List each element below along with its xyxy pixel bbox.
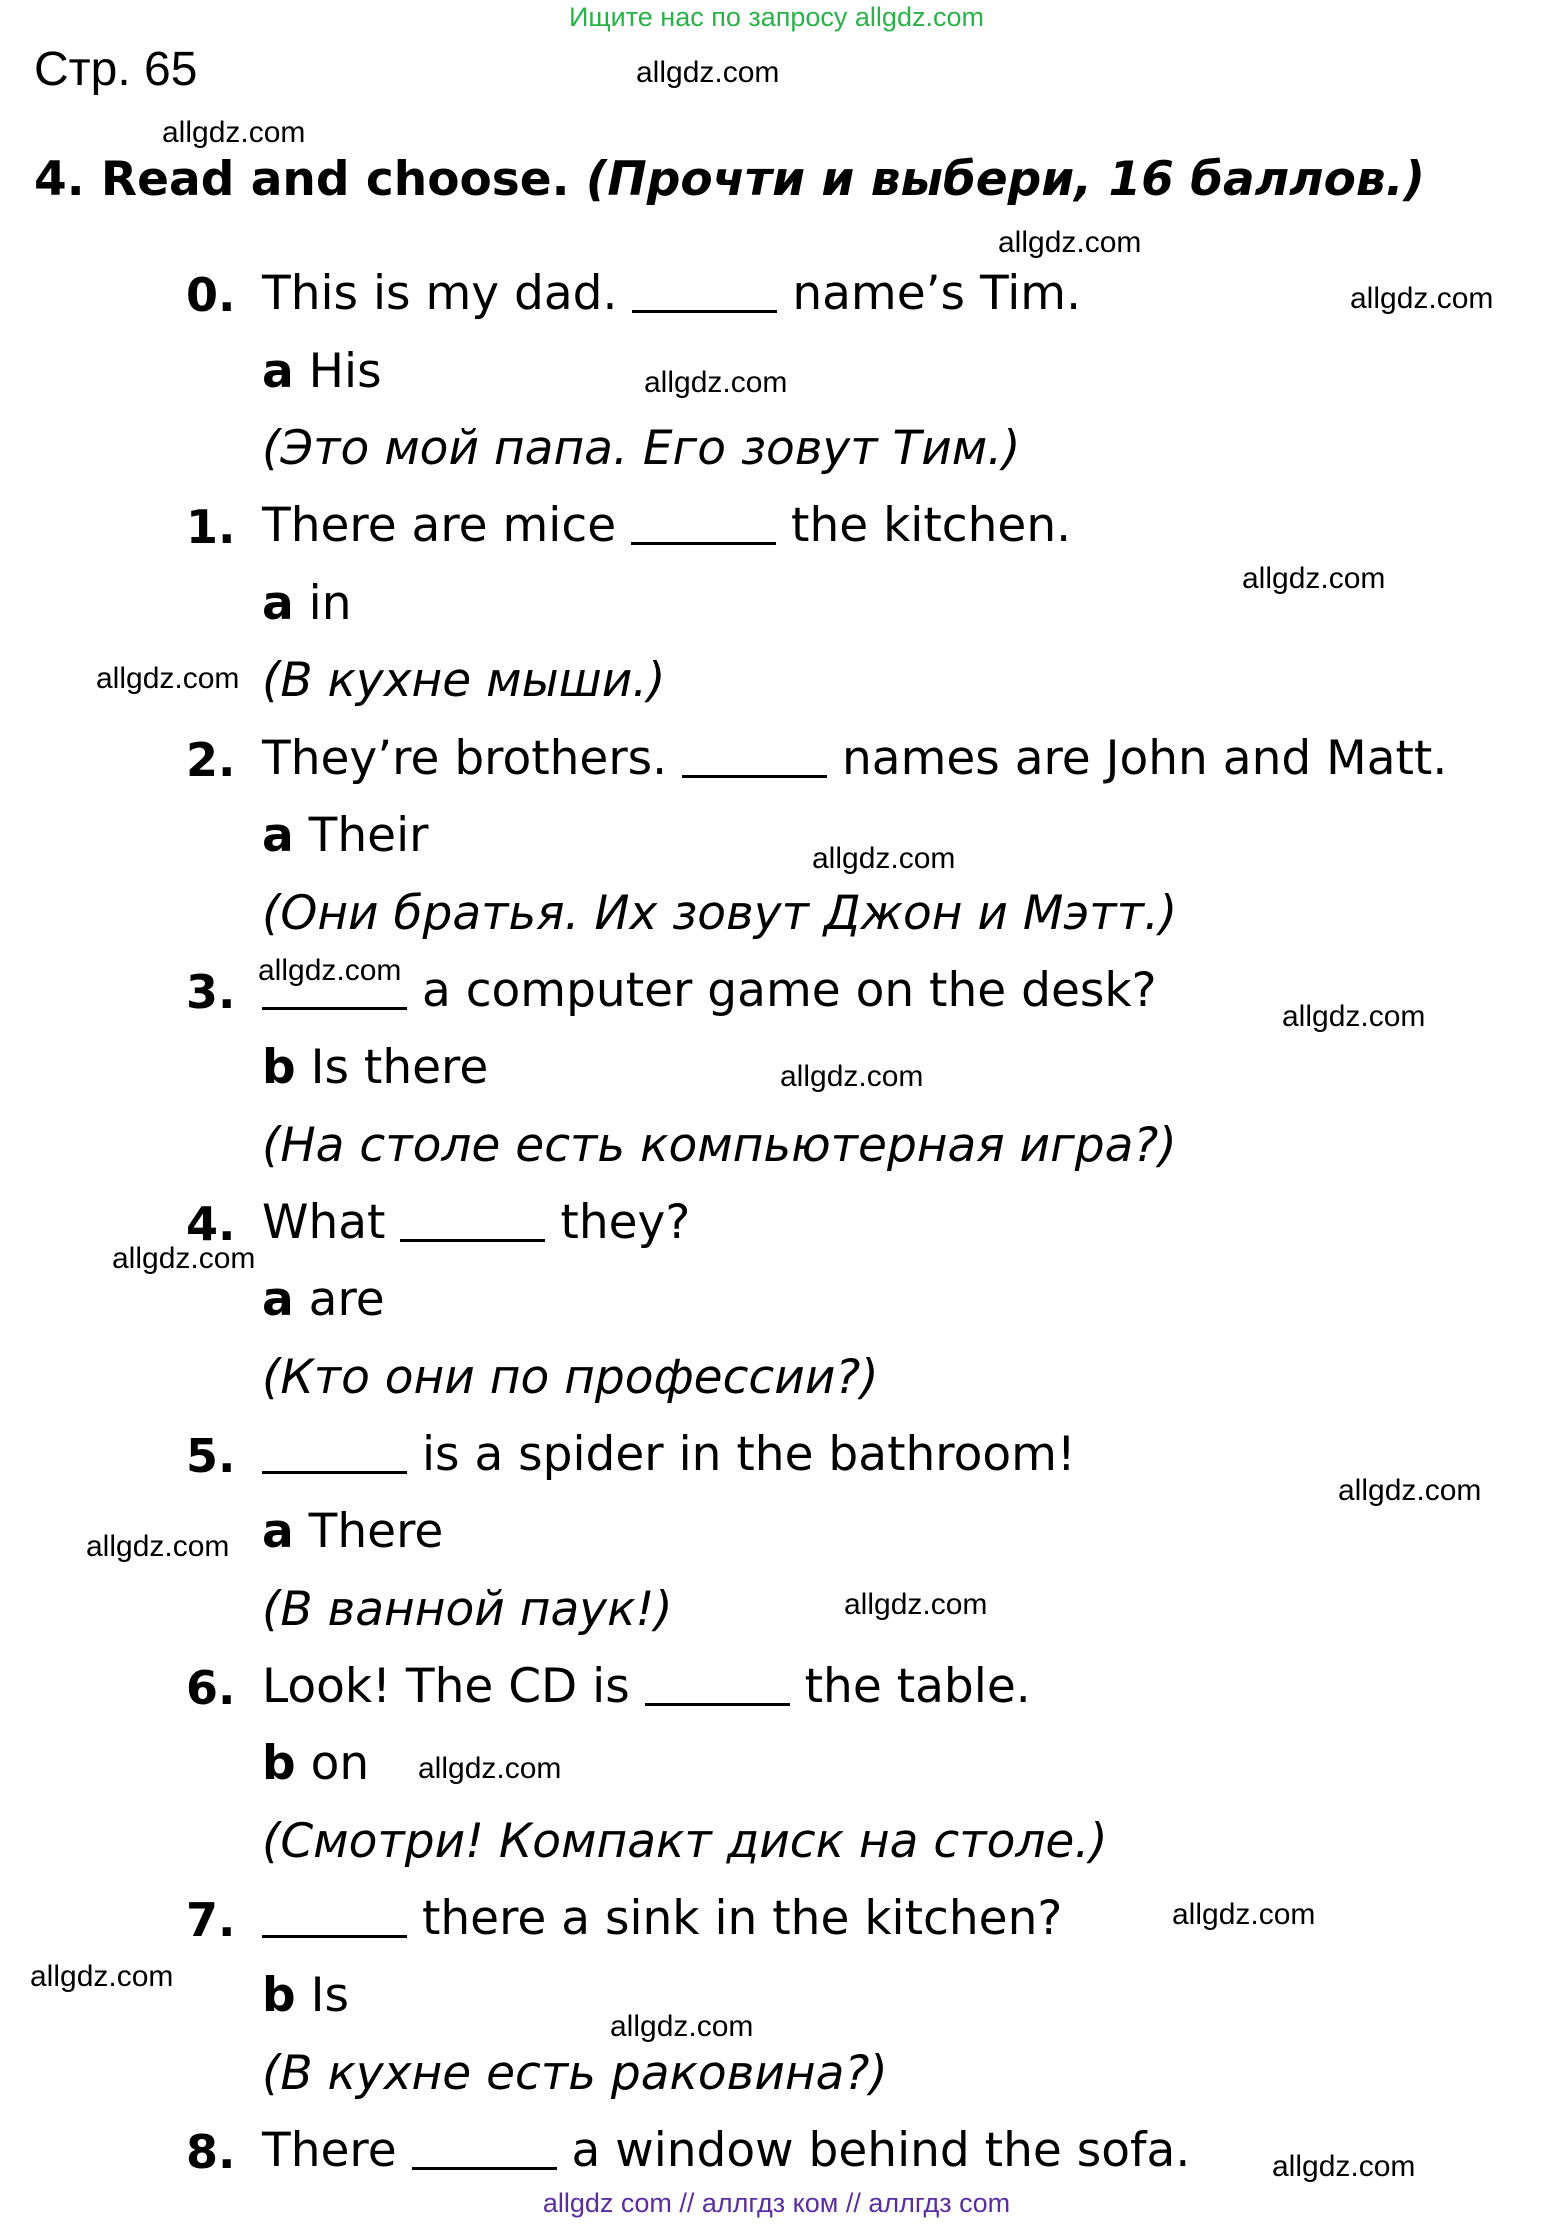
watermark: allgdz.com (96, 662, 240, 695)
heading-main: 4. Read and choose. (34, 152, 570, 207)
watermark: allgdz.com (86, 1530, 230, 1563)
item-number: 3. (186, 965, 236, 1019)
answer-option: a Their (262, 808, 429, 863)
item-number: 5. (186, 1429, 236, 1483)
answer-option: a His (262, 344, 382, 399)
watermark: allgdz.com (644, 366, 788, 399)
watermark: allgdz.com (418, 1752, 562, 1785)
item-number: 6. (186, 1661, 236, 1715)
answer-blank (262, 1895, 407, 1938)
watermark: allgdz.com (1172, 1898, 1316, 1931)
translation-text: (В ванной паук!) (262, 1582, 673, 1637)
watermark: allgdz.com (112, 1242, 256, 1275)
answer-blank (400, 1199, 545, 1242)
top-banner[interactable]: Ищите нас по запросу allgdz.com (569, 2, 984, 32)
page-number: Стр. 65 (34, 43, 198, 96)
watermark: allgdz.com (258, 954, 402, 987)
answer-blank (682, 735, 827, 778)
watermark: allgdz.com (998, 226, 1142, 259)
item-number: 0. (186, 268, 236, 322)
question-text: This is my dad. name’s Tim. (262, 266, 1082, 321)
watermark: allgdz.com (1272, 2150, 1416, 2183)
item-number: 7. (186, 1893, 236, 1947)
answer-blank (412, 2127, 557, 2170)
answer-blank (262, 1431, 407, 1474)
watermark: allgdz.com (1282, 1000, 1426, 1033)
question-text: is a spider in the bathroom! (262, 1427, 1076, 1482)
translation-text: (На столе есть компьютерная игра?) (262, 1118, 1177, 1173)
watermark: allgdz.com (1350, 282, 1494, 315)
watermark: allgdz.com (780, 1060, 924, 1093)
answer-option: a are (262, 1272, 385, 1327)
watermark: allgdz.com (162, 116, 306, 149)
answer-option: a in (262, 576, 352, 631)
answer-option: b Is there (262, 1040, 489, 1095)
answer-blank (645, 1663, 790, 1706)
answer-blank (631, 502, 776, 545)
answer-option: b Is (262, 1968, 349, 2023)
translation-text: (Это мой папа. Его зовут Тим.) (262, 421, 1021, 476)
heading-translation: (Прочти и выбери, 16 баллов.) (585, 152, 1425, 207)
watermark: allgdz.com (1242, 562, 1386, 595)
question-text: There a window behind the sofa. (262, 2123, 1191, 2178)
question-text: a computer game on the desk? (262, 963, 1157, 1018)
question-text: Look! The CD is the table. (262, 1659, 1031, 1714)
question-text: What they? (262, 1195, 691, 1250)
translation-text: (Они братья. Их зовут Джон и Мэтт.) (262, 886, 1178, 941)
translation-text: (В кухне есть раковина?) (262, 2046, 888, 2101)
footer-links[interactable]: allgdz com // аллгдз ком // аллгдз com (542, 2188, 1011, 2218)
question-text: They’re brothers. names are John and Matt. (262, 731, 1448, 786)
translation-text: (В кухне мыши.) (262, 653, 666, 708)
watermark: allgdz.com (1338, 1474, 1482, 1507)
item-number: 8. (186, 2125, 236, 2179)
watermark: allgdz.com (636, 56, 780, 89)
watermark: allgdz.com (844, 1588, 988, 1621)
item-number: 4. (186, 1197, 236, 1251)
question-text: There are mice the kitchen. (262, 498, 1072, 553)
answer-blank (632, 270, 777, 313)
answer-option: a There (262, 1504, 444, 1559)
watermark: allgdz.com (30, 1960, 174, 1993)
item-number: 1. (186, 500, 236, 554)
watermark: allgdz.com (812, 842, 956, 875)
watermark: allgdz.com (610, 2010, 754, 2043)
answer-option: b on (262, 1736, 370, 1791)
translation-text: (Кто они по профессии?) (262, 1350, 879, 1405)
question-text: there a sink in the kitchen? (262, 1891, 1062, 1946)
exercise-heading (34, 152, 1425, 207)
item-number: 2. (186, 733, 236, 787)
translation-text: (Смотри! Компакт диск на столе.) (262, 1814, 1108, 1869)
